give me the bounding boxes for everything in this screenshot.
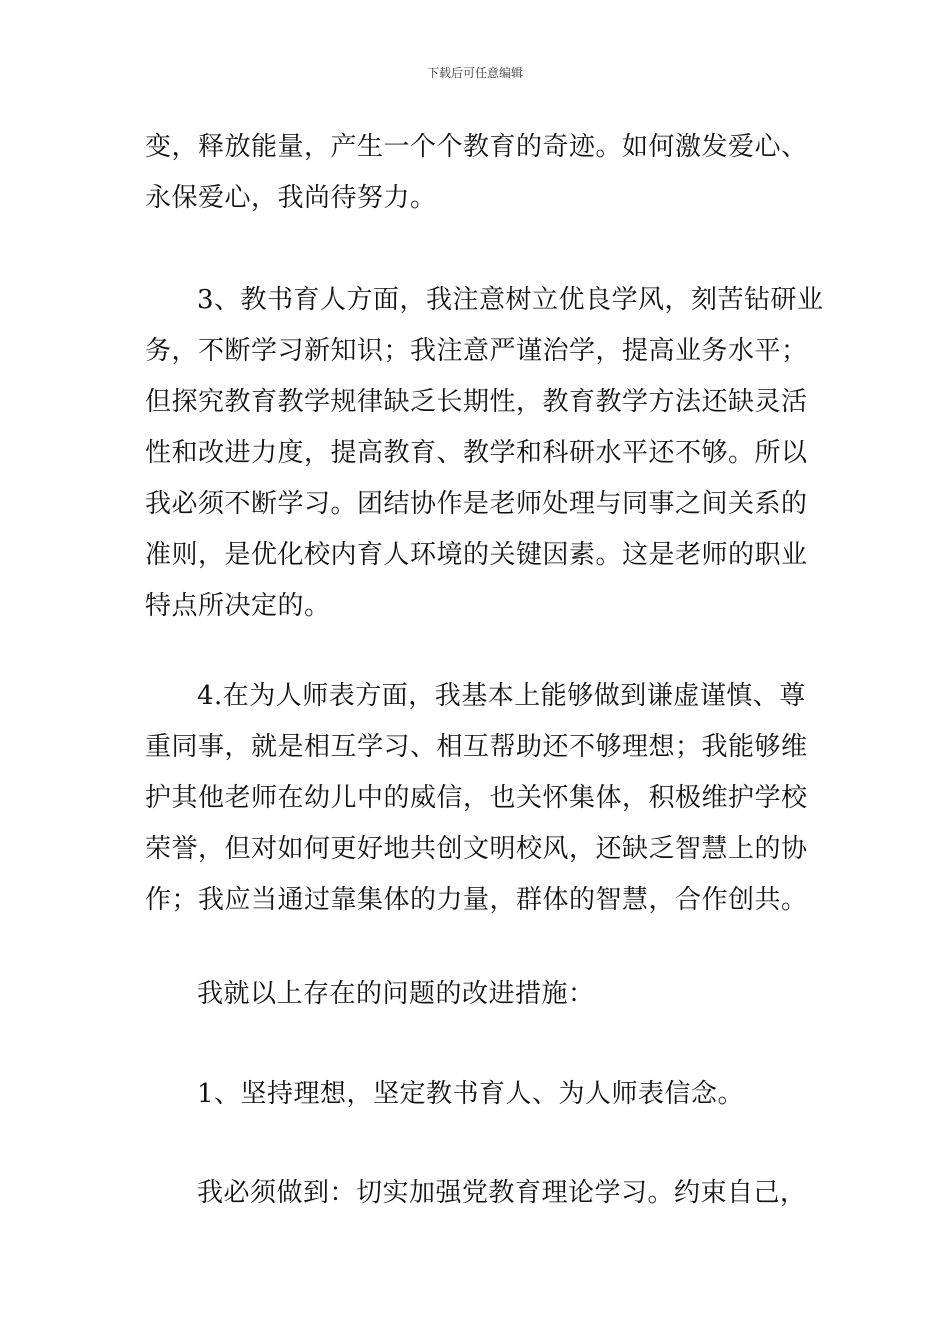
paragraph-line: 准则，是优化校内育人环境的关键因素。这是老师的职业 <box>145 540 808 570</box>
paragraph-line: 护其他老师在幼儿中的威信，也关怀集体，积极维护学校 <box>145 783 808 813</box>
paragraph-line: 永保爱心，我尚待努力。 <box>145 183 437 213</box>
paragraph-1 <box>145 122 810 224</box>
paragraph-4 <box>145 969 810 1020</box>
paragraph-line: 我就以上存在的问题的改进措施： <box>197 979 595 1009</box>
paragraph-line: 重同事，就是相互学习、相互帮助还不够理想；我能够维 <box>145 732 808 762</box>
paragraph-3 <box>145 671 810 926</box>
paragraph-6 <box>145 1168 810 1219</box>
paragraph-line: 我必须不断学习。团结协作是老师处理与同事之间关系的 <box>145 489 808 519</box>
paragraph-line: 务，不断学习新知识；我注意严谨治学，提高业务水平； <box>145 336 808 366</box>
paragraph-line: 3、教书育人方面，我注意树立优良学风，刻苦钻研业 <box>197 285 824 315</box>
paragraph-line: 4.在为人师表方面，我基本上能够做到谦虚谨慎、尊 <box>197 681 806 711</box>
paragraph-line: 1、坚持理想，坚定教书育人、为人师表信念。 <box>197 1079 745 1109</box>
paragraph-line: 性和改进力度，提高教育、教学和科研水平还不够。所以 <box>145 438 808 468</box>
paragraph-line: 变，释放能量，产生一个个教育的奇迹。如何激发爱心、 <box>145 132 808 162</box>
paragraph-line: 作；我应当通过靠集体的力量，群体的智慧，合作创共。 <box>145 885 808 915</box>
paragraph-2 <box>145 275 824 632</box>
paragraph-5 <box>145 1069 810 1120</box>
paragraph-line: 我必须做到：切实加强党教育理论学习。约束自己， <box>197 1178 807 1208</box>
paragraph-line: 荣誉，但对如何更好地共创文明校风，还缺乏智慧上的协 <box>145 834 808 864</box>
page-header: 下载后可任意编辑 <box>426 66 523 80</box>
paragraph-line: 但探究教育教学规律缺乏长期性，教育教学方法还缺灵活 <box>145 387 808 417</box>
paragraph-line: 特点所决定的。 <box>145 591 331 621</box>
